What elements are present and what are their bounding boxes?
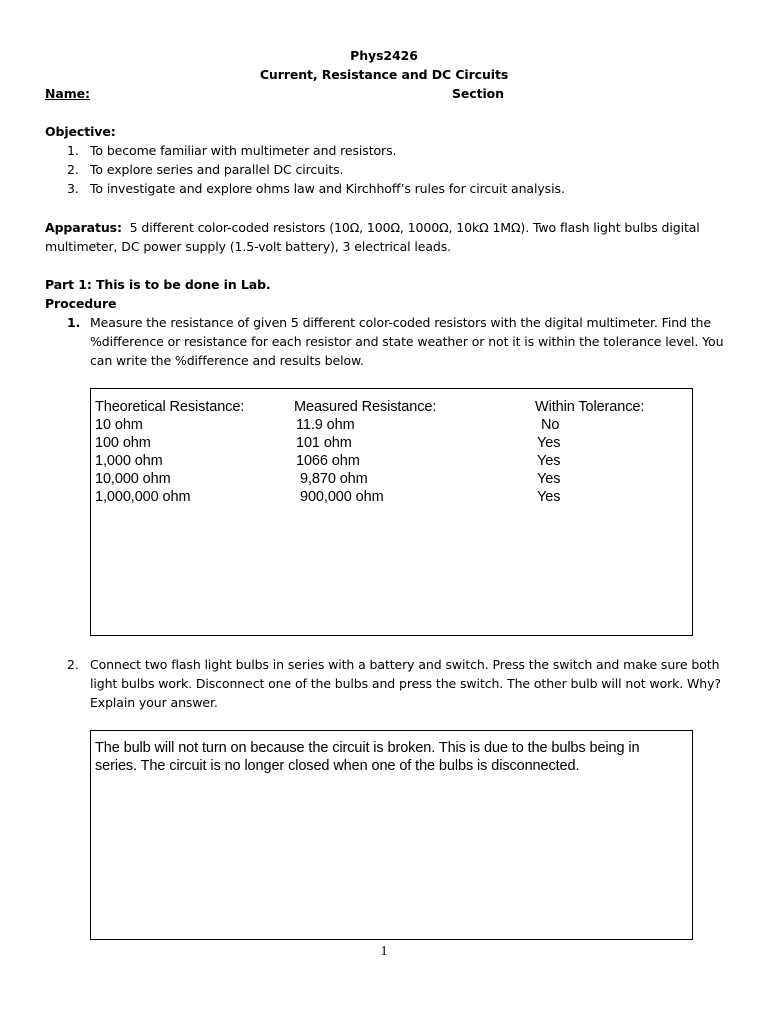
table-cell: 101 ohm (296, 435, 352, 451)
results-table-box (90, 388, 693, 636)
table-row (91, 470, 691, 488)
list-item (0, 179, 768, 198)
list-item-text: To investigate and explore ohms law and Kirchhoff’s rules for circuit analysis. (90, 181, 565, 196)
step-number: 1. (67, 315, 81, 330)
table-row (91, 452, 691, 470)
table-cell: 10,000 ohm (95, 471, 171, 487)
objective-heading: Objective: (45, 124, 116, 139)
list-item (0, 141, 768, 160)
course-code: Phys2426 (350, 48, 418, 63)
step1-line: Measure the resistance of given 5 different color-coded resistors with the digital multimeter. Find the (90, 315, 711, 330)
list-item (0, 160, 768, 179)
step2-line: Connect two flash light bulbs in series with a battery and switch. Press the switch and make sure both (90, 657, 720, 672)
list-item-number: 2. (67, 162, 79, 177)
section-label: Section (452, 86, 504, 101)
column-header: Theoretical Resistance: (95, 399, 245, 415)
answer-line: The bulb will not turn on because the circuit is broken. This is due to the bulbs being in (95, 740, 640, 756)
step2-line: Explain your answer. (90, 695, 218, 710)
table-cell: 1066 ohm (296, 453, 360, 469)
table-cell: 900,000 ohm (300, 489, 384, 505)
apparatus-paragraph (45, 218, 700, 237)
name-label: Name: (45, 86, 90, 101)
apparatus-text-cont: multimeter, DC power supply (1.5-volt battery), 3 electrical leads. (45, 239, 452, 254)
list-item-number: 1. (67, 143, 79, 158)
table-row (91, 434, 691, 452)
table-cell: 1,000 ohm (95, 453, 163, 469)
column-header: Measured Resistance: (294, 399, 437, 415)
table-cell: Yes (537, 435, 561, 451)
step2-line: light bulbs work. Disconnect one of the bulbs and press the switch. The other bulb will not work. Why? (90, 676, 721, 691)
table-cell: 100 ohm (95, 435, 151, 451)
answer-line: series. The circuit is no longer closed when one of the bulbs is disconnected. (95, 758, 580, 774)
table-cell: 9,870 ohm (300, 471, 368, 487)
table-cell: Yes (537, 489, 561, 505)
step-number: 2. (67, 657, 79, 672)
table-cell: No (541, 417, 560, 433)
table-cell: 1,000,000 ohm (95, 489, 191, 505)
list-item-number: 3. (67, 181, 79, 196)
step1-line: can write the %difference and results below. (90, 353, 364, 368)
procedure-heading: Procedure (45, 296, 117, 311)
table-cell: Yes (537, 471, 561, 487)
list-item-text: To become familiar with multimeter and resistors. (90, 143, 397, 158)
table-cell: 11.9 ohm (296, 417, 355, 433)
document-title: Current, Resistance and DC Circuits (259, 67, 509, 82)
part1-heading: Part 1: This is to be done in Lab. (45, 277, 271, 292)
table-row (91, 416, 691, 434)
list-item-text: To explore series and parallel DC circuits. (90, 162, 344, 177)
step1-line: %difference or resistance for each resistor and state weather or not it is within the tolerance level. You (90, 334, 724, 349)
table-cell: 10 ohm (95, 417, 143, 433)
table-cell: Yes (537, 453, 561, 469)
apparatus-label: Apparatus: (45, 220, 122, 235)
page-number: 1 (380, 944, 388, 959)
table-row (91, 488, 691, 506)
column-header: Within Tolerance: (535, 399, 645, 415)
apparatus-text: 5 different color-coded resistors (10Ω, 100Ω, 1000Ω, 10kΩ 1MΩ). Two flash light bulbs digital (129, 220, 700, 235)
answer-box (90, 730, 693, 940)
